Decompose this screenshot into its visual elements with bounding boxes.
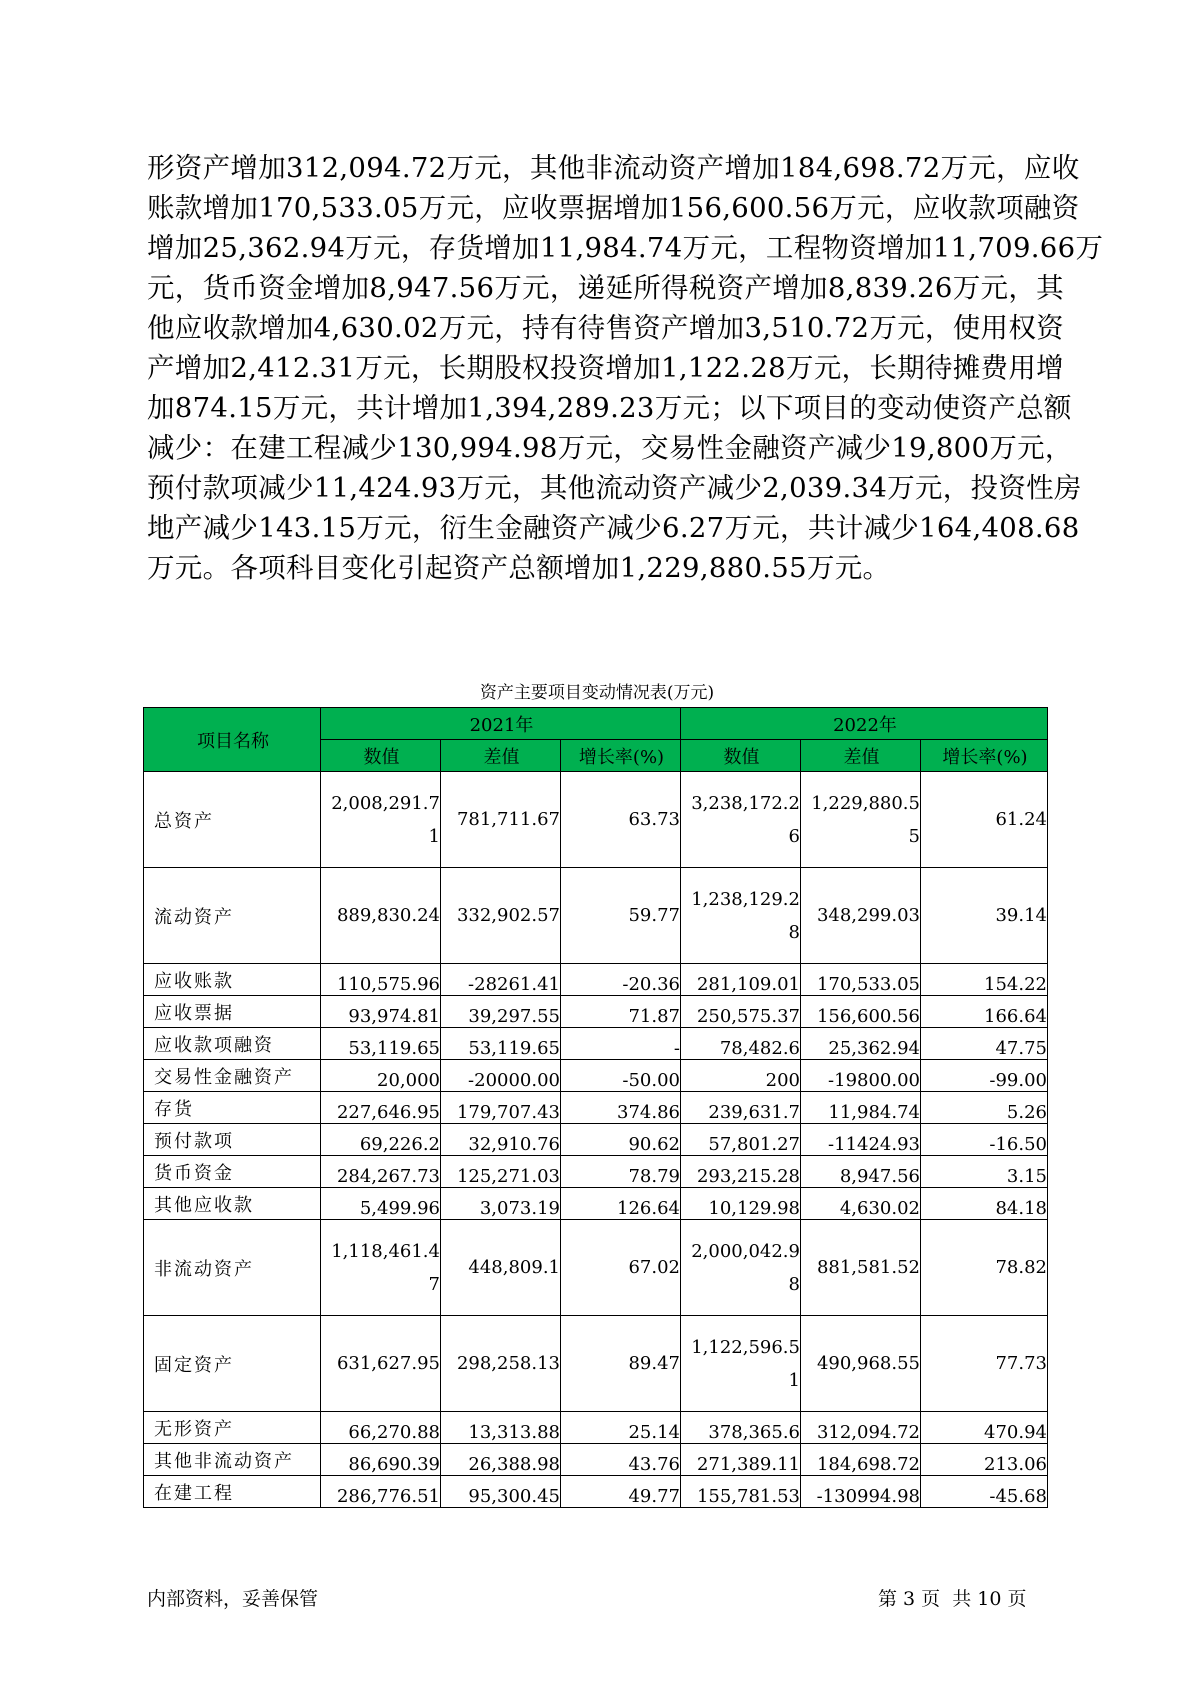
row-name: 应收款项融资 (144, 1028, 321, 1060)
cell-2022-diff: 4,630.02 (801, 1188, 921, 1220)
cell-2022-diff: 490,968.55 (801, 1316, 921, 1412)
cell-2022-diff: 881,581.52 (801, 1220, 921, 1316)
cell-2022-diff: -130994.98 (801, 1476, 921, 1508)
cell-2021-value: 110,575.96 (321, 964, 441, 996)
cell-2022-value: 155,781.53 (681, 1476, 801, 1508)
cell-2022-value: 239,631.7 (681, 1092, 801, 1124)
cell-2021-diff: 39,297.55 (441, 996, 561, 1028)
cell-2021-diff: 448,809.1 (441, 1220, 561, 1316)
cell-2021-diff: 332,902.57 (441, 868, 561, 964)
table-row (144, 1444, 1048, 1476)
header-rate: 增长率(%) (921, 740, 1048, 772)
cell-2022-value: 271,389.11 (681, 1444, 801, 1476)
table-caption: 资产主要项目变动情况表(万元) (479, 683, 715, 703)
cell-2021-rate: -20.36 (561, 964, 681, 996)
cell-2022-rate: 84.18 (921, 1188, 1048, 1220)
cell-2021-rate: 89.47 (561, 1316, 681, 1412)
row-name: 货币资金 (144, 1156, 321, 1188)
paragraph-line: 形资产增加312,094.72万元，其他非流动资产增加184,698.72万元，应收 (147, 152, 1080, 184)
body-paragraph (147, 148, 1104, 588)
cell-2022-rate: 213.06 (921, 1444, 1048, 1476)
paragraph-line: 万元。各项科目变化引起资产总额增加1,229,880.55万元。 (147, 552, 891, 584)
cell-2022-diff: 170,533.05 (801, 964, 921, 996)
cell-2022-rate: 3.15 (921, 1156, 1048, 1188)
cell-2022-rate: 61.24 (921, 772, 1048, 868)
cell-2022-value: 1,122,596.51 (681, 1316, 801, 1412)
row-name: 应收账款 (144, 964, 321, 996)
paragraph-line: 地产减少143.15万元，衍生金融资产减少6.27万元，共计减少164,408.68 (147, 512, 1080, 544)
paragraph-line: 账款增加170,533.05万元，应收票据增加156,600.56万元，应收款项融资 (147, 192, 1080, 224)
cell-2021-diff: -20000.00 (441, 1060, 561, 1092)
cell-2021-value: 53,119.65 (321, 1028, 441, 1060)
header-year-2022: 2022年 (681, 708, 1048, 740)
cell-2022-rate: -16.50 (921, 1124, 1048, 1156)
table-row (144, 1412, 1048, 1444)
table-row (144, 1124, 1048, 1156)
cell-2021-value: 227,646.95 (321, 1092, 441, 1124)
cell-2021-value: 93,974.81 (321, 996, 441, 1028)
header-diff: 差值 (801, 740, 921, 772)
cell-2022-diff: 348,299.03 (801, 868, 921, 964)
cell-2021-rate: 90.62 (561, 1124, 681, 1156)
row-name: 流动资产 (144, 868, 321, 964)
table-row (144, 1220, 1048, 1316)
cell-2022-diff: 11,984.74 (801, 1092, 921, 1124)
cell-2021-value: 66,270.88 (321, 1412, 441, 1444)
paragraph-line: 减少：在建工程减少130,994.98万元，交易性金融资产减少19,800万元， (147, 432, 1073, 464)
cell-2022-value: 293,215.28 (681, 1156, 801, 1188)
cell-2021-value: 2,008,291.71 (321, 772, 441, 868)
cell-2021-value: 286,776.51 (321, 1476, 441, 1508)
cell-2022-rate: 166.64 (921, 996, 1048, 1028)
paragraph-line: 预付款项减少11,424.93万元，其他流动资产减少2,039.34万元，投资性房 (147, 472, 1082, 504)
cell-2022-diff: 156,600.56 (801, 996, 921, 1028)
cell-2021-diff: -28261.41 (441, 964, 561, 996)
row-name: 总资产 (144, 772, 321, 868)
row-name: 无形资产 (144, 1412, 321, 1444)
cell-2022-rate: -45.68 (921, 1476, 1048, 1508)
header-value: 数值 (681, 740, 801, 772)
cell-2022-diff: -11424.93 (801, 1124, 921, 1156)
cell-2021-value: 69,226.2 (321, 1124, 441, 1156)
cell-2021-diff: 32,910.76 (441, 1124, 561, 1156)
asset-change-table (143, 707, 1048, 1508)
cell-2022-diff: 8,947.56 (801, 1156, 921, 1188)
confidential-note: 内部资料，妥善保管 (147, 1588, 319, 1610)
cell-2021-diff: 95,300.45 (441, 1476, 561, 1508)
table-row (144, 1060, 1048, 1092)
cell-2021-diff: 298,258.13 (441, 1316, 561, 1412)
cell-2022-rate: 154.22 (921, 964, 1048, 996)
cell-2022-rate: 470.94 (921, 1412, 1048, 1444)
header-diff: 差值 (441, 740, 561, 772)
cell-2021-diff: 125,271.03 (441, 1156, 561, 1188)
cell-2021-value: 889,830.24 (321, 868, 441, 964)
table-row (144, 1188, 1048, 1220)
cell-2021-rate: 25.14 (561, 1412, 681, 1444)
paragraph-line: 元，货币资金增加8,947.56万元，递延所得税资产增加8,839.26万元，其 (147, 272, 1064, 304)
table-row (144, 1316, 1048, 1412)
cell-2022-value: 78,482.6 (681, 1028, 801, 1060)
cell-2022-diff: 25,362.94 (801, 1028, 921, 1060)
table-row (144, 996, 1048, 1028)
page-number: 第 3 页 共 10 页 (878, 1588, 1027, 1610)
table-row (144, 964, 1048, 996)
row-name: 在建工程 (144, 1476, 321, 1508)
cell-2022-value: 378,365.6 (681, 1412, 801, 1444)
row-name: 其他非流动资产 (144, 1444, 321, 1476)
cell-2021-value: 20,000 (321, 1060, 441, 1092)
cell-2022-rate: 78.82 (921, 1220, 1048, 1316)
cell-2022-value: 200 (681, 1060, 801, 1092)
header-item-name: 项目名称 (144, 708, 321, 772)
cell-2021-rate: -50.00 (561, 1060, 681, 1092)
table-row (144, 1028, 1048, 1060)
paragraph-line: 产增加2,412.31万元，长期股权投资增加1,122.28万元，长期待摊费用增 (147, 352, 1064, 384)
cell-2021-rate: 126.64 (561, 1188, 681, 1220)
header-rate: 增长率(%) (561, 740, 681, 772)
cell-2022-value: 10,129.98 (681, 1188, 801, 1220)
cell-2022-rate: 5.26 (921, 1092, 1048, 1124)
table-header (144, 708, 1048, 772)
row-name: 其他应收款 (144, 1188, 321, 1220)
cell-2021-diff: 13,313.88 (441, 1412, 561, 1444)
row-name: 非流动资产 (144, 1220, 321, 1316)
cell-2022-diff: 1,229,880.55 (801, 772, 921, 868)
paragraph-line: 增加25,362.94万元，存货增加11,984.74万元，工程物资增加11,709.66万 (147, 232, 1104, 264)
cell-2022-rate: 47.75 (921, 1028, 1048, 1060)
table-body (144, 772, 1048, 1508)
header-year-2021: 2021年 (321, 708, 681, 740)
table-row (144, 772, 1048, 868)
cell-2022-value: 250,575.37 (681, 996, 801, 1028)
row-name: 存货 (144, 1092, 321, 1124)
row-name: 预付款项 (144, 1124, 321, 1156)
cell-2021-diff: 179,707.43 (441, 1092, 561, 1124)
cell-2021-rate: - (561, 1028, 681, 1060)
table-row (144, 1156, 1048, 1188)
row-name: 固定资产 (144, 1316, 321, 1412)
cell-2021-rate: 78.79 (561, 1156, 681, 1188)
cell-2021-rate: 374.86 (561, 1092, 681, 1124)
cell-2022-diff: 312,094.72 (801, 1412, 921, 1444)
cell-2022-rate: 39.14 (921, 868, 1048, 964)
cell-2021-rate: 59.77 (561, 868, 681, 964)
cell-2021-diff: 26,388.98 (441, 1444, 561, 1476)
cell-2021-diff: 3,073.19 (441, 1188, 561, 1220)
cell-2022-value: 3,238,172.26 (681, 772, 801, 868)
cell-2021-value: 86,690.39 (321, 1444, 441, 1476)
paragraph-line: 加874.15万元，共计增加1,394,289.23万元；以下项目的变动使资产总额 (147, 392, 1072, 424)
cell-2022-diff: -19800.00 (801, 1060, 921, 1092)
table-row (144, 1476, 1048, 1508)
cell-2021-value: 284,267.73 (321, 1156, 441, 1188)
cell-2022-diff: 184,698.72 (801, 1444, 921, 1476)
cell-2022-value: 281,109.01 (681, 964, 801, 996)
cell-2021-value: 631,627.95 (321, 1316, 441, 1412)
cell-2022-rate: 77.73 (921, 1316, 1048, 1412)
header-value: 数值 (321, 740, 441, 772)
cell-2021-value: 5,499.96 (321, 1188, 441, 1220)
cell-2021-rate: 63.73 (561, 772, 681, 868)
paragraph-line: 他应收款增加4,630.02万元，持有待售资产增加3,510.72万元，使用权资 (147, 312, 1064, 344)
cell-2022-value: 57,801.27 (681, 1124, 801, 1156)
cell-2021-diff: 53,119.65 (441, 1028, 561, 1060)
cell-2021-rate: 49.77 (561, 1476, 681, 1508)
table-row (144, 868, 1048, 964)
row-name: 交易性金融资产 (144, 1060, 321, 1092)
table-row (144, 1092, 1048, 1124)
cell-2022-value: 1,238,129.28 (681, 868, 801, 964)
cell-2022-value: 2,000,042.98 (681, 1220, 801, 1316)
cell-2022-rate: -99.00 (921, 1060, 1048, 1092)
cell-2021-diff: 781,711.67 (441, 772, 561, 868)
row-name: 应收票据 (144, 996, 321, 1028)
cell-2021-rate: 43.76 (561, 1444, 681, 1476)
cell-2021-value: 1,118,461.47 (321, 1220, 441, 1316)
cell-2021-rate: 71.87 (561, 996, 681, 1028)
cell-2021-rate: 67.02 (561, 1220, 681, 1316)
